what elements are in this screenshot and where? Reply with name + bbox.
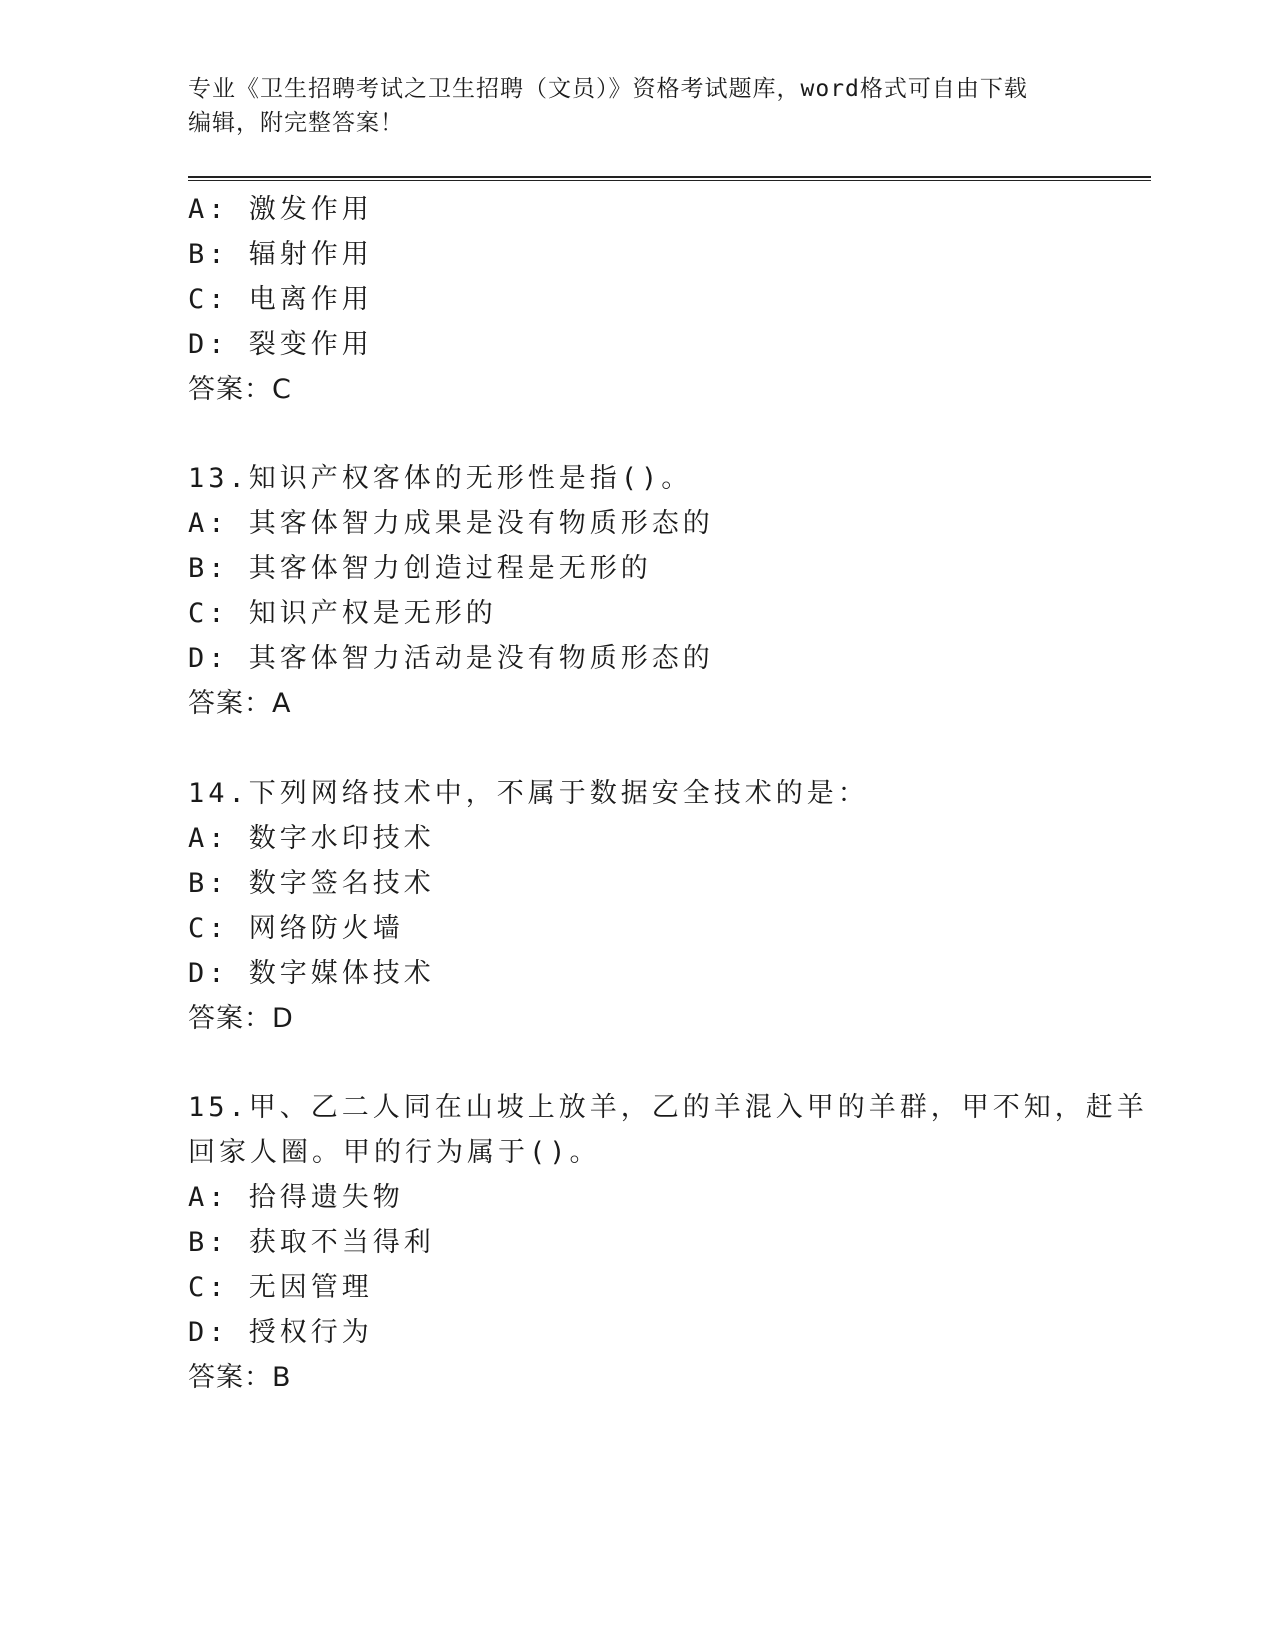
q15-option-c: C: 无因管理: [188, 1272, 373, 1303]
q14-answer: 答案：D: [188, 1003, 294, 1034]
q14-question: 14.下列网络技术中，不属于数据安全技术的是：: [188, 778, 869, 809]
header-line-2: 编辑，附完整答案！: [188, 110, 404, 136]
q14-option-a: A: 数字水印技术: [188, 823, 435, 854]
q12-option-d: D: 裂变作用: [188, 329, 373, 360]
q12-option-b: B: 辐射作用: [188, 239, 373, 270]
q12-answer: 答案：C: [188, 374, 292, 405]
q15-option-b: B: 获取不当得利: [188, 1227, 435, 1258]
q13-option-c: C: 知识产权是无形的: [188, 598, 497, 629]
q13-answer: 答案：A: [188, 688, 292, 719]
q15-option-a: A: 拾得遗失物: [188, 1182, 404, 1213]
q14-option-d: D: 数字媒体技术: [188, 958, 435, 989]
q13-option-d: D: 其客体智力活动是没有物质形态的: [188, 643, 714, 674]
q15-question-line-1: 15.甲、乙二人同在山坡上放羊，乙的羊混入甲的羊群，甲不知，赶羊: [188, 1092, 1148, 1123]
q12-option-a: A: 激发作用: [188, 194, 373, 225]
q14-option-b: B: 数字签名技术: [188, 868, 435, 899]
q13-option-a: A: 其客体智力成果是没有物质形态的: [188, 508, 714, 539]
q13-question: 13.知识产权客体的无形性是指()。: [188, 463, 693, 494]
header-line-1: 专业《卫生招聘考试之卫生招聘（文员）》资格考试题库，word格式可自由下载: [188, 76, 1028, 102]
q15-option-d: D: 授权行为: [188, 1317, 373, 1348]
header-divider: [188, 176, 1151, 181]
q15-answer: 答案：B: [188, 1362, 292, 1393]
q15-question-line-2: 回家人圈。甲的行为属于()。: [188, 1137, 601, 1168]
q12-option-c: C: 电离作用: [188, 284, 373, 315]
document-header: [188, 72, 1088, 140]
q14-option-c: C: 网络防火墙: [188, 913, 404, 944]
q13-option-b: B: 其客体智力创造过程是无形的: [188, 553, 652, 584]
